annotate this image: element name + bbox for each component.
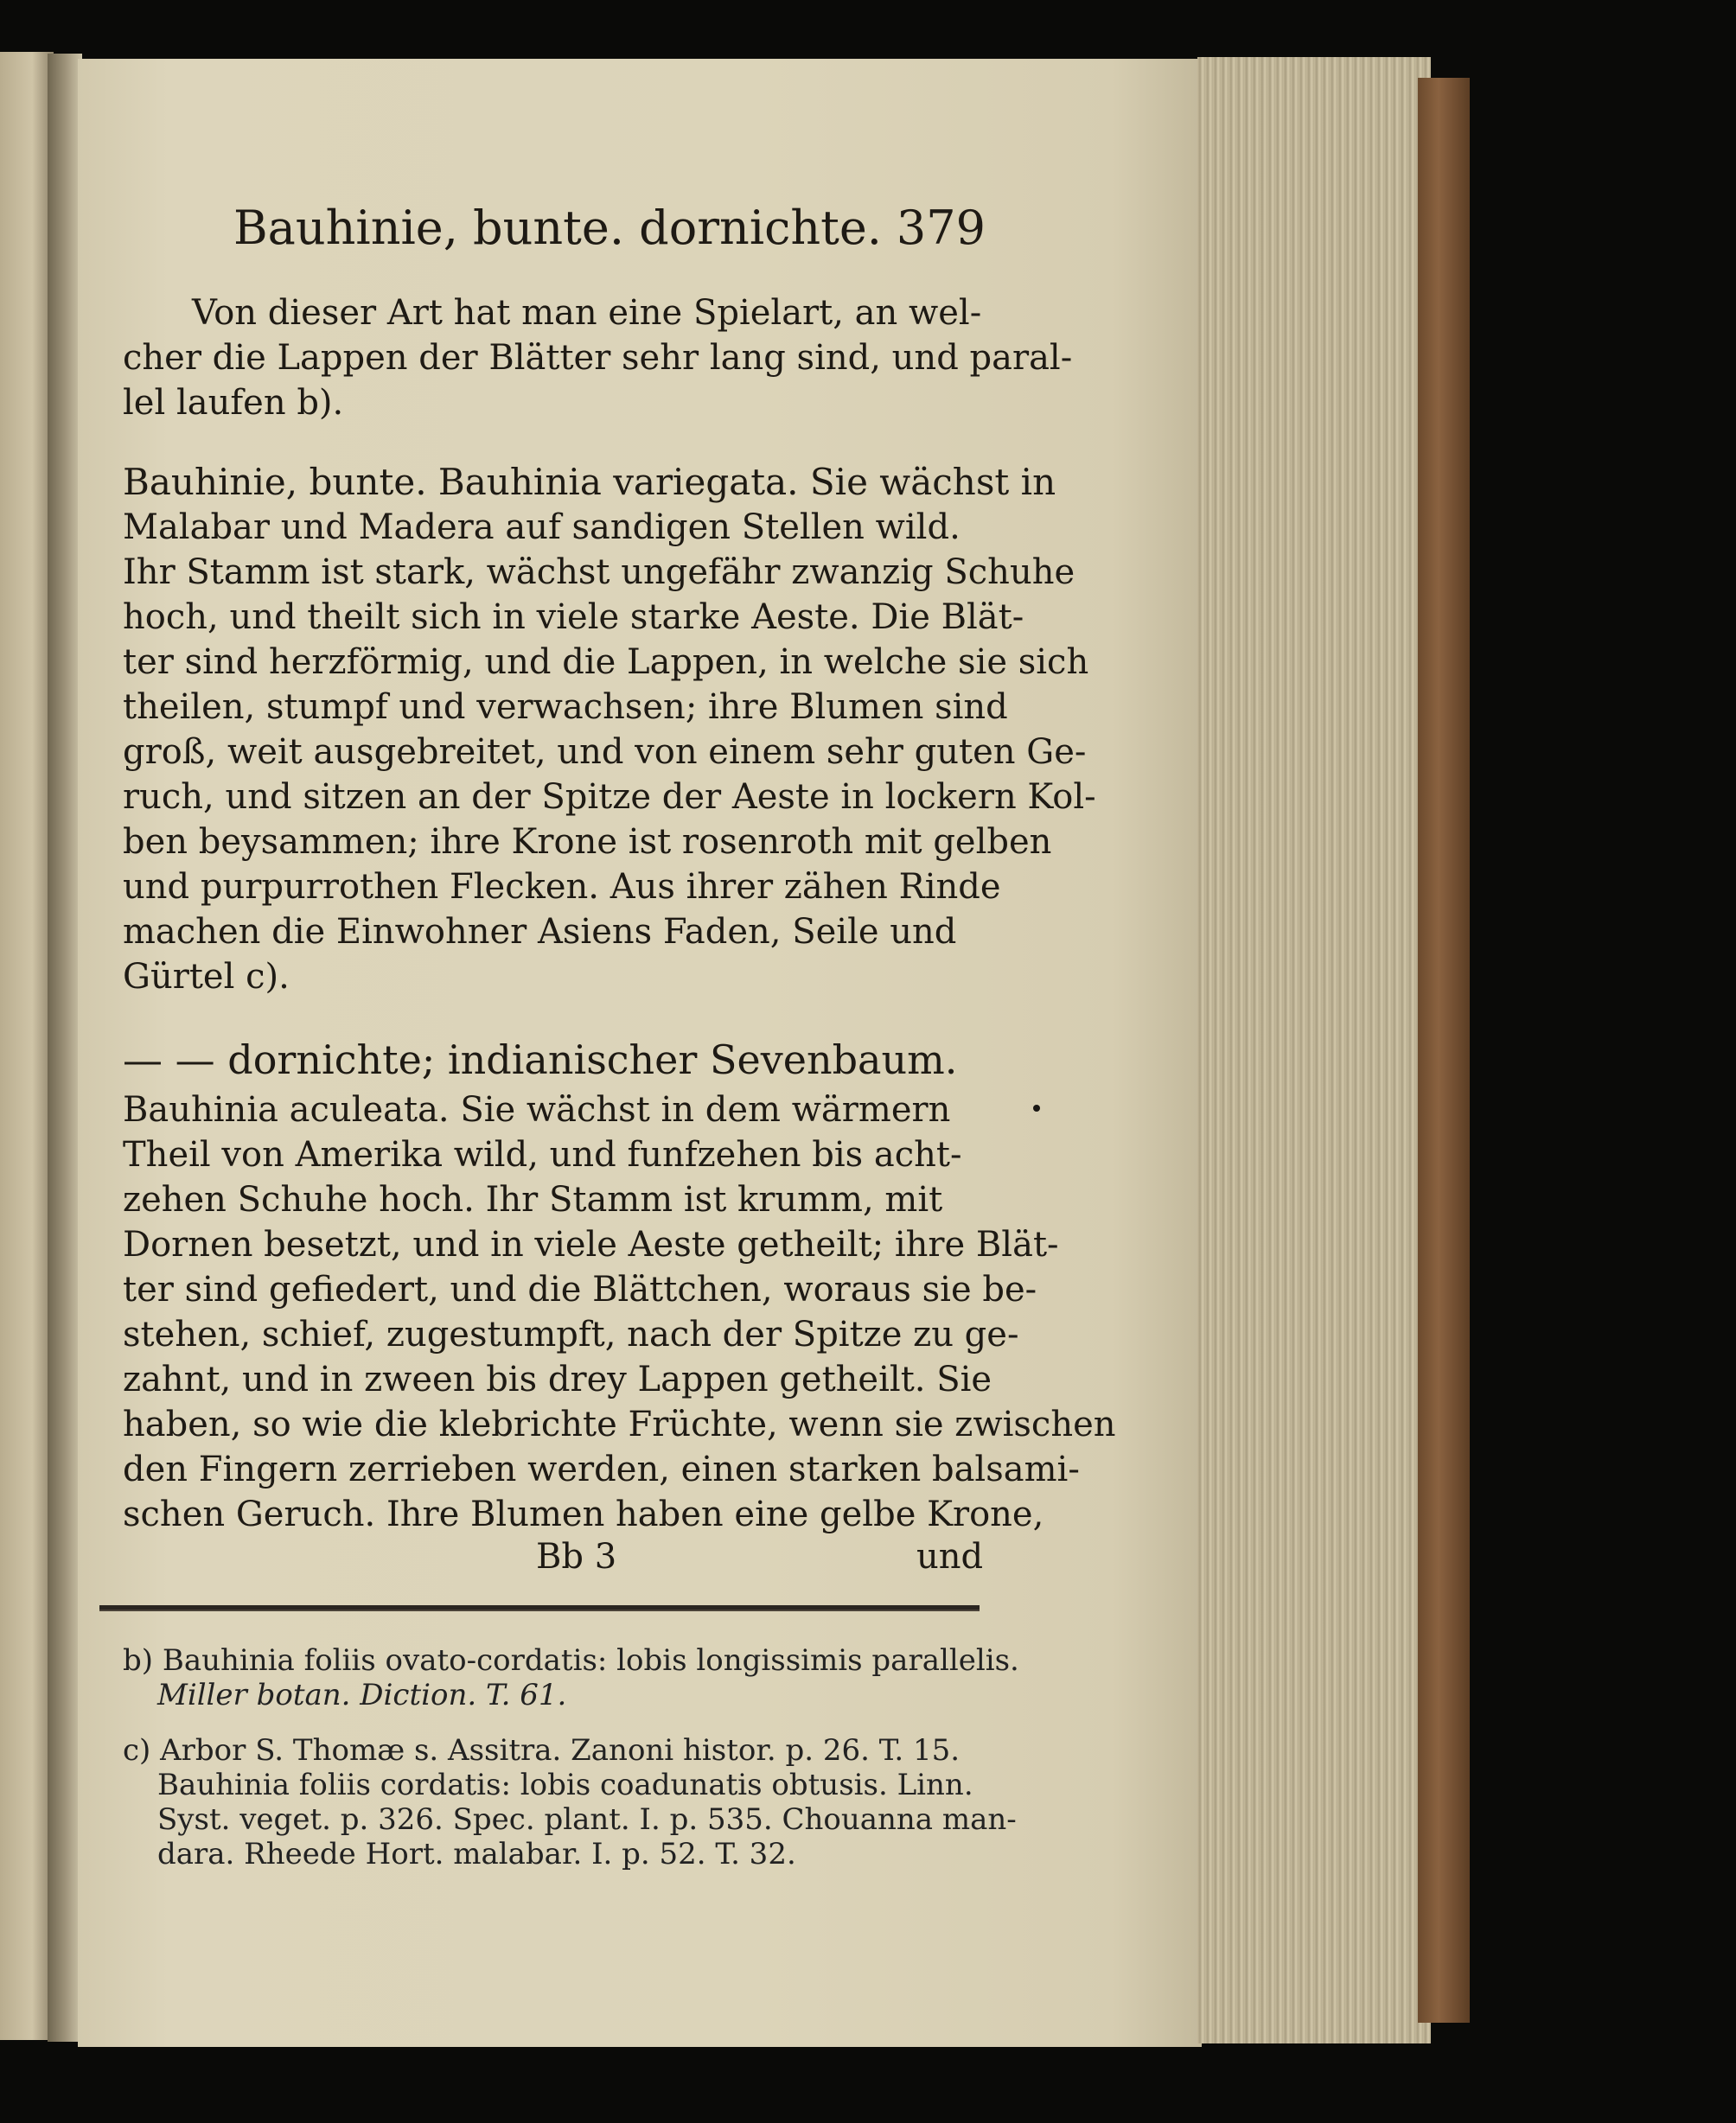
text-line: Ihr Stamm ist stark, wächst ungefähr zwanzig Schuhe (123, 552, 1075, 592)
footnote-line: b) Bauhinia foliis ovato-cordatis: lobis longissimis parallelis. (123, 1643, 1019, 1678)
ink-dot (1033, 1105, 1040, 1112)
text-line: lel laufen b). (123, 383, 344, 423)
text-line: Von dieser Art hat man eine Spielart, an wel- (192, 293, 982, 333)
footnote-line: Syst. veget. p. 326. Spec. plant. I. p. 535. Chouanna man- (157, 1802, 1017, 1837)
text-line: hoch, und theilt sich in viele starke Aeste. Die Blät- (123, 597, 1024, 637)
footnote-line: dara. Rheede Hort. malabar. I. p. 52. T. 32. (157, 1837, 796, 1871)
header-title: Bauhinie, bunte. dornichte. (233, 201, 882, 255)
footnote-line: Bauhinia foliis cordatis: lobis coadunatis obtusis. Linn. (157, 1768, 973, 1802)
text-line: Bauhinia aculeata. Sie wächst in dem wärmern (123, 1090, 951, 1130)
entry-heading-line: Bauhinie, bunte. Bauhinia variegata. Sie wächst in (123, 461, 1056, 503)
text-line: ter sind herzförmig, und die Lappen, in welche sie sich (123, 642, 1089, 682)
left-page-edge (0, 52, 54, 2040)
signature-mark: Bb 3 (536, 1537, 617, 1577)
catchword: und (916, 1537, 984, 1577)
text-line: und purpurrothen Flecken. Aus ihrer zähen Rinde (123, 867, 1001, 907)
footnote-line: Miller botan. Diction. T. 61. (157, 1678, 567, 1712)
text-line: groß, weit ausgebreitet, und von einem sehr guten Ge- (123, 732, 1087, 772)
entry-heading-line: — — dornichte; indianischer Sevenbaum. (123, 1036, 958, 1083)
text-line: theilen, stumpf und verwachsen; ihre Blumen sind (123, 687, 1008, 727)
text-line: stehen, schief, zugestumpft, nach der Spitze zu ge- (123, 1315, 1019, 1355)
text-line: den Fingern zerrieben werden, einen starken balsami- (123, 1450, 1080, 1489)
text-line: schen Geruch. Ihre Blumen haben eine gelbe Krone, (123, 1495, 1044, 1534)
book-cover-edge (1418, 78, 1470, 2023)
footnote-line: c) Arbor S. Thomæ s. Assitra. Zanoni histor. p. 26. T. 15. (123, 1733, 961, 1768)
running-header (233, 201, 986, 261)
text-line: ter sind gefiedert, und die Blättchen, woraus sie be- (123, 1270, 1037, 1310)
text-line: Dornen besetzt, und in viele Aeste getheilt; ihre Blät- (123, 1225, 1059, 1265)
text-line: zehen Schuhe hoch. Ihr Stamm ist krumm, mit (123, 1180, 943, 1220)
text-line: Malabar und Madera auf sandigen Stellen wild. (123, 507, 961, 547)
page-number: 379 (896, 201, 986, 255)
text-line: ruch, und sitzen an der Spitze der Aeste in lockern Kol- (123, 777, 1096, 817)
text-line: haben, so wie die klebrichte Früchte, wenn sie zwischen (123, 1405, 1116, 1444)
text-line: Theil von Amerika wild, und funfzehen bis acht- (123, 1135, 962, 1175)
text-line: zahnt, und in zween bis drey Lappen getheilt. Sie (123, 1360, 992, 1399)
page-edges (1197, 57, 1431, 2043)
text-line: machen die Einwohner Asiens Faden, Seile und (123, 912, 957, 952)
book-gutter (48, 54, 82, 2042)
text-line: ben beysammen; ihre Krone ist rosenroth mit gelben (123, 822, 1052, 862)
text-line: cher die Lappen der Blätter sehr lang sind, und paral- (123, 338, 1073, 378)
footnote-rule-shadow (99, 1610, 980, 1611)
text-line: Gürtel c). (123, 957, 290, 997)
